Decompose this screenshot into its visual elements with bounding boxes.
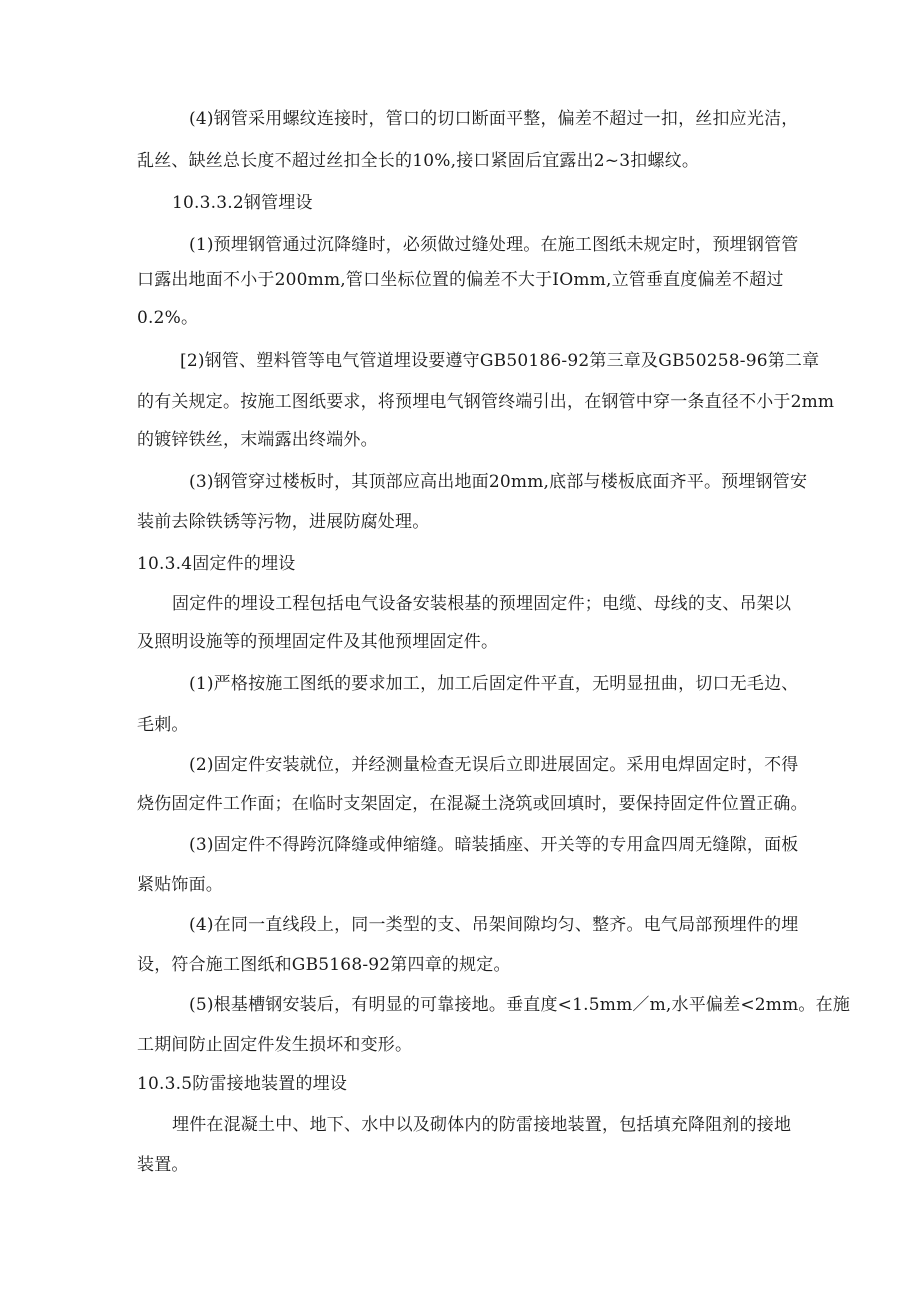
heading-10-3-5: 10.3.5防雷接地装置的埋设 — [137, 1074, 348, 1094]
paragraph-1-line-1: (1)预埋钢管通过沉降缝时，必须做过缝处理。在施工图纸未规定时，预埋钢管管 — [189, 235, 799, 255]
paragraph-1-line-3: 0.2%。 — [137, 308, 199, 328]
heading-10-3-4: 10.3.4固定件的埋设 — [137, 554, 296, 574]
fixture-intro-line-2: 及照明设施等的预埋固定件及其他预埋固定件。 — [137, 632, 499, 652]
fixture-intro-line-1: 固定件的埋设工程包括电气设备安装根基的预埋固定件；电缆、母线的支、吊架以 — [172, 594, 792, 614]
fixture-item-2-line-2: 烧伤固定件工作面；在临时支架固定，在混凝土浇筑或回填时，要保持固定件位置正确。 — [137, 794, 808, 814]
fixture-item-2-line-1: (2)固定件安装就位，并经测量检查无误后立即进展固定。采用电焊固定时，不得 — [189, 755, 799, 775]
fixture-item-3-line-1: (3)固定件不得跨沉降缝或伸缩缝。暗装插座、开关等的专用盒四周无缝隙，面板 — [189, 835, 799, 855]
paragraph-2-line-1: [2)钢管、塑料管等电气管道埋设要遵守GB50186-92第三章及GB50258-96第二章 — [180, 351, 820, 371]
paragraph-2-line-3: 的镀锌铁丝，末端露出终端外。 — [137, 430, 378, 450]
fixture-item-4-line-2: 设，符合施工图纸和GB5168-92第四章的规定。 — [137, 955, 511, 975]
paragraph-2-line-2: 的有关规定。按施工图纸要求，将预埋电气钢管终端引出，在钢管中穿一条直径不小于2mm — [137, 392, 835, 412]
fixture-item-5-line-2: 工期间防止固定件发生损坏和变形。 — [137, 1035, 413, 1055]
fixture-item-3-line-2: 紧贴饰面。 — [137, 875, 223, 895]
heading-10-3-3-2: 10.3.3.2钢管埋设 — [172, 193, 313, 213]
paragraph-1-line-2: 口露出地面不小于200mm,管口坐标位置的偏差不大于IOmm,立管垂直度偏差不超过 — [137, 270, 784, 290]
paragraph-4-line-1: (4)钢管采用螺纹连接时，管口的切口断面平整，偏差不超过一扣，丝扣应光洁， — [189, 109, 799, 129]
fixture-item-5-line-1: (5)根基槽钢安装后，有明显的可靠接地。垂直度<1.5mm／m,水平偏差<2mm。在施 — [189, 995, 851, 1015]
fixture-item-4-line-1: (4)在同一直线段上，同一类型的支、吊架间隙均匀、整齐。电气局部预埋件的埋 — [189, 915, 799, 935]
fixture-item-1-line-2: 毛刺。 — [137, 715, 189, 735]
paragraph-4-line-2: 乱丝、缺丝总长度不超过丝扣全长的10%,接口紧固后宜露出2~3扣螺纹。 — [137, 151, 700, 171]
paragraph-3-line-2: 装前去除铁锈等污物，进展防腐处理。 — [137, 512, 430, 532]
paragraph-3-line-1: (3)钢管穿过楼板时，其顶部应高出地面20mm,底部与楼板底面齐平。预埋钢管安 — [189, 472, 808, 492]
lightning-line-1: 埋件在混凝土中、地下、水中以及砌体内的防雷接地装置，包括填充降阻剂的接地 — [172, 1115, 792, 1135]
lightning-line-2: 装置。 — [137, 1155, 189, 1175]
fixture-item-1-line-1: (1)严格按施工图纸的要求加工，加工后固定件平直，无明显扭曲，切口无毛边、 — [189, 674, 799, 694]
